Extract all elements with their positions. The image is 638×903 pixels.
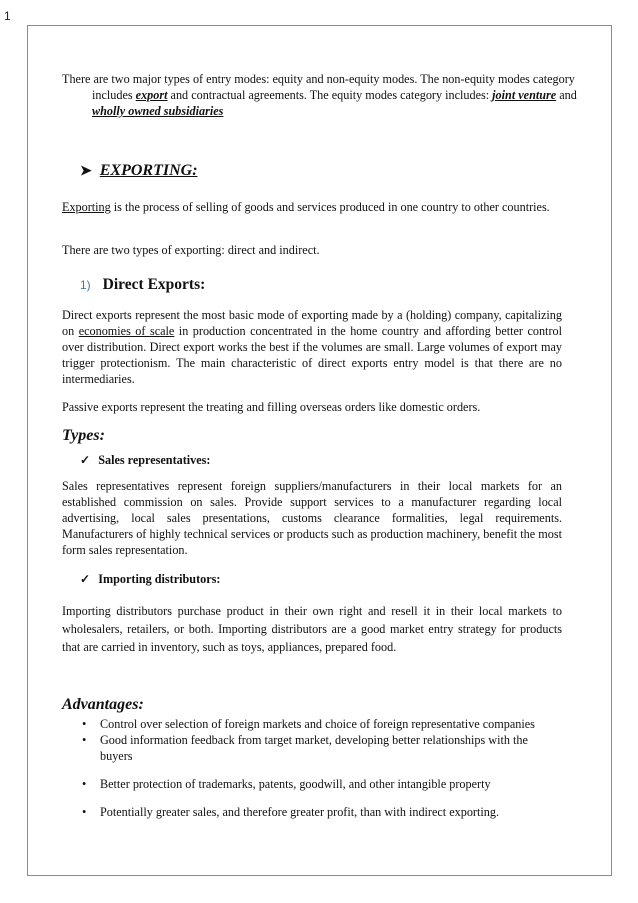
round-bullet-icon: •	[82, 805, 87, 819]
direct-exports-paragraph	[62, 307, 562, 387]
direct-exports-heading	[62, 277, 562, 293]
checkmark-icon: ✓	[80, 453, 91, 467]
direct-exports-heading-text: Direct Exports:	[102, 276, 206, 293]
exporting-heading-text: EXPORTING:	[99, 162, 198, 179]
exporting-term: Exporting	[62, 200, 111, 214]
advantage-text: Good information feedback from target market, developing better relationships with the buyers	[100, 733, 528, 763]
round-bullet-icon: •	[82, 733, 87, 747]
list-item	[62, 732, 562, 764]
sales-representatives-heading	[62, 452, 580, 468]
advantage-text: Potentially greater sales, and therefore greater profit, than with indirect exporting.	[100, 805, 499, 819]
advantages-list	[62, 716, 562, 820]
types-heading: Types:	[62, 427, 105, 444]
exporting-definition-text: is the process of selling of goods and services produced in one country to other countries.	[110, 200, 550, 214]
advantage-text: Better protection of trademarks, patents, goodwill, and other intangible property	[100, 777, 491, 791]
advantage-text: Control over selection of foreign markets and choice of foreign representative companies	[100, 717, 535, 731]
importing-distributors-paragraph: Importing distributors purchase product in their own right and resell it in their local markets to wholesalers, retailers, or both. Importing distributors are a good market entry strategy for products that are carried in inventory, such as toys, appliances, prepared food.	[62, 604, 562, 654]
list-item	[62, 776, 562, 792]
two-types-sentence: There are two types of exporting: direct and indirect.	[62, 243, 320, 257]
advantages-heading: Advantages:	[62, 696, 144, 713]
exporting-heading	[62, 163, 562, 180]
importing-distributors-label: Importing distributors:	[98, 572, 221, 586]
round-bullet-icon: •	[82, 717, 87, 731]
intro-text-1: There are two major types of entry modes: equity and non-equity modes. The non-equity modes category includes	[62, 72, 575, 102]
list-number: 1)	[80, 278, 91, 292]
intro-paragraph	[62, 71, 592, 119]
intro-and: and	[556, 88, 577, 102]
direct-text-2: in production concentrated in the home country and affording better control over distribution. Direct export works the best if the volumes are small. Large volumes of export may trigger protectionism. The main characteristic of direct exports entry model is that there are no intermediaries.	[62, 324, 562, 386]
list-item	[62, 804, 562, 820]
intro-text-2: and contractual agreements. The equity modes category includes:	[167, 88, 493, 102]
direct-text-1: Direct exports represent the most basic mode of exporting made by a (holding) company, capitalizing on	[62, 308, 562, 338]
sales-representatives-label: Sales representatives:	[98, 453, 211, 467]
sales-representatives-paragraph: Sales representatives represent foreign suppliers/manufacturers in their local markets for an established commission on sales. Provide support services to a manufacturer regarding local advertising, local sales presentations, customs clearance formalities, legal requirements. Manufacturers of highly technical services or products such as production machinery, benefit the most form sales representation.	[62, 479, 562, 557]
passive-exports-paragraph: Passive exports represent the treating and filling overseas orders like domestic orders.	[62, 400, 481, 414]
importing-distributors-heading	[62, 571, 580, 587]
round-bullet-icon: •	[82, 777, 87, 791]
list-item	[62, 716, 562, 732]
checkmark-icon: ✓	[80, 572, 91, 586]
page-number: 1	[4, 9, 11, 23]
arrowhead-bullet-icon: ➤	[80, 164, 92, 179]
joint-venture-term: joint venture	[492, 88, 557, 102]
economies-of-scale-link: economies of scale	[78, 324, 175, 338]
export-term: export	[135, 88, 168, 102]
exporting-definition	[62, 199, 562, 215]
wholly-owned-term: wholly owned subsidiaries	[92, 104, 224, 118]
